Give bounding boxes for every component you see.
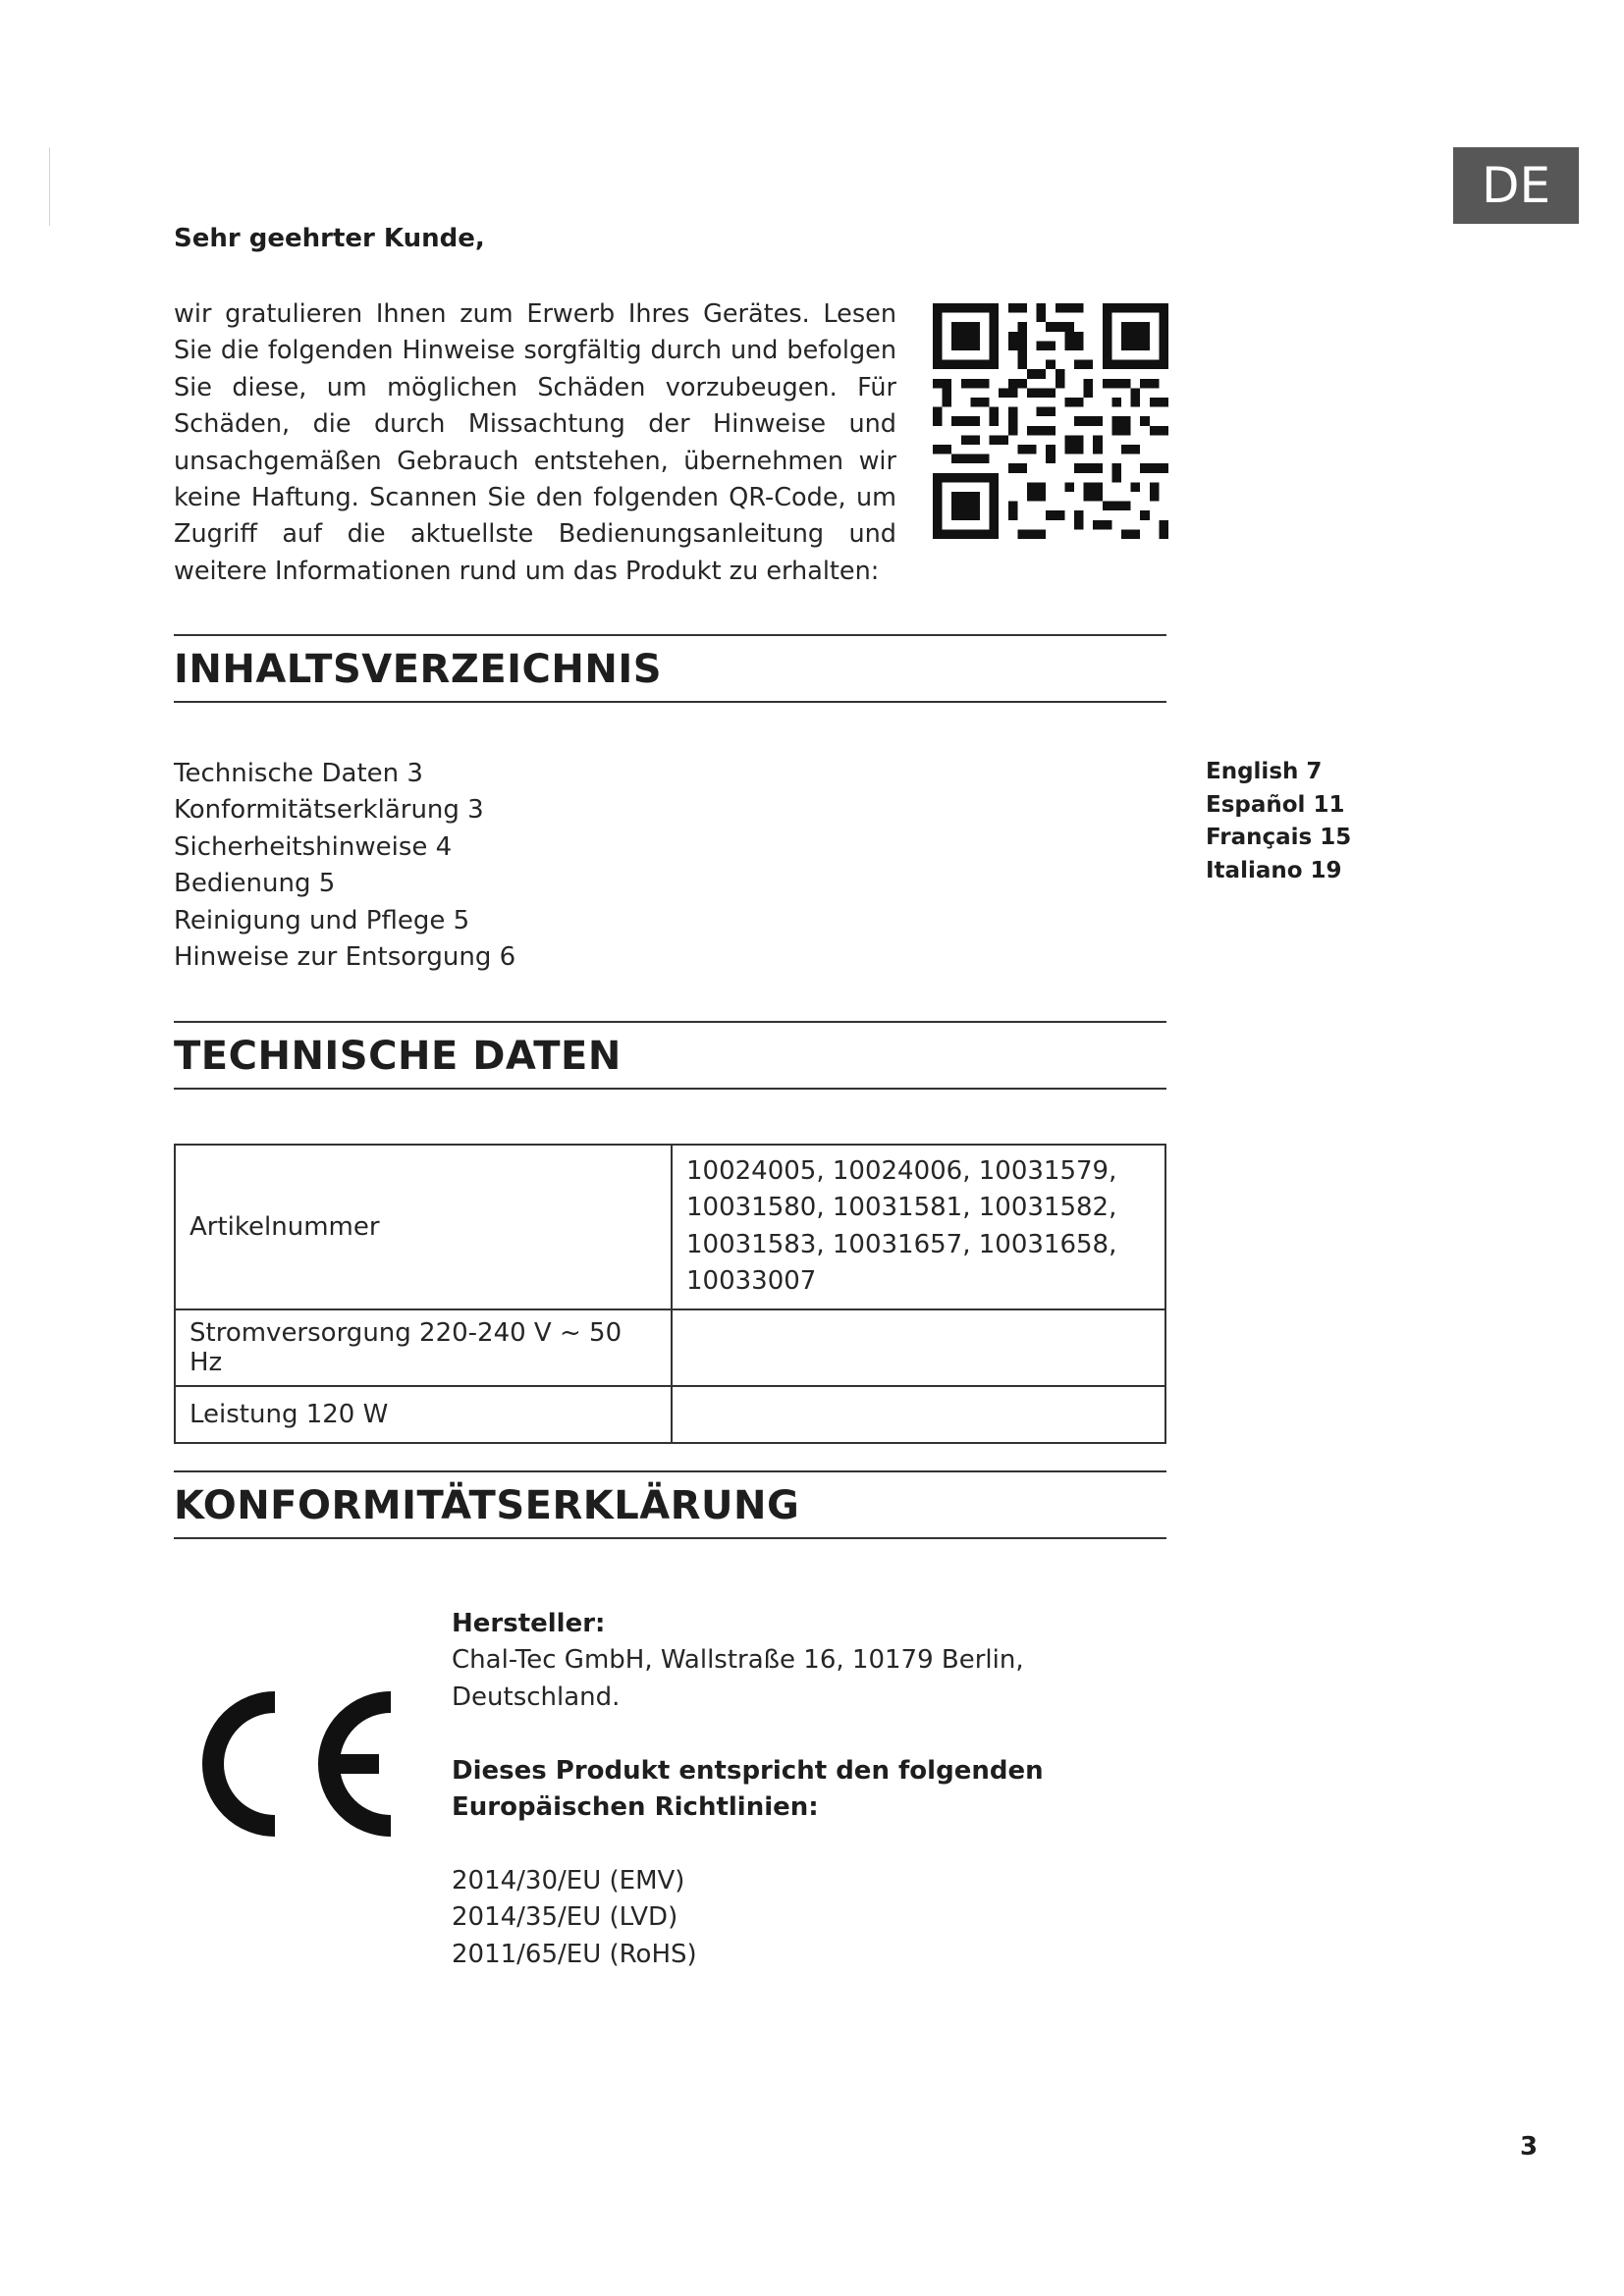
directive-item: 2011/65/EU (RoHS) — [452, 1939, 697, 1969]
spec-value — [672, 1309, 1165, 1386]
ce-mark-icon — [189, 1681, 414, 1847]
spec-value — [672, 1386, 1165, 1443]
toc-title: INHALTSVERZEICHNIS — [174, 647, 663, 692]
technical-data-header — [174, 1021, 1166, 1090]
directive-item: 2014/30/EU (EMV) — [452, 1865, 685, 1896]
manufacturer-label: Hersteller: — [452, 1609, 606, 1638]
language-index-item[interactable]: Français 15 — [1206, 825, 1352, 850]
language-tab: DE — [1453, 147, 1579, 224]
technical-data-title: TECHNISCHE DATEN — [174, 1034, 622, 1079]
language-index-item[interactable]: Español 11 — [1206, 791, 1345, 818]
manufacturer-address: Chal-Tec GmbH, Wallstraße 16, 10179 Berlin, Deutschland. — [452, 1645, 1024, 1712]
toc-list — [174, 756, 515, 976]
directives-intro: Dieses Produkt entspricht den folgenden Europäischen Richtlinien: — [452, 1755, 1044, 1823]
toc-item[interactable]: Sicherheitshinweise 4 — [174, 831, 453, 862]
language-index-item[interactable]: Italiano 19 — [1206, 857, 1342, 883]
toc-item[interactable]: Hinweise zur Entsorgung 6 — [174, 942, 516, 973]
margin-line — [49, 147, 50, 226]
table-row — [175, 1309, 1165, 1386]
toc-item[interactable]: Technische Daten 3 — [174, 759, 423, 788]
spec-value: 10024005, 10024006, 10031579, 10031580, 10031581, 10031582, 10031583, 10031657, 10031658, 10033007 — [672, 1145, 1165, 1309]
page-number: 3 — [1520, 2132, 1539, 2162]
language-index-item[interactable]: English 7 — [1206, 759, 1323, 784]
conformity-title: KONFORMITÄTSERKLÄRUNG — [174, 1483, 800, 1528]
spec-label: Artikelnummer — [175, 1145, 672, 1309]
spec-label: Leistung 120 W — [175, 1386, 672, 1443]
toc-item[interactable]: Reinigung und Pflege 5 — [174, 905, 470, 935]
spec-label: Stromversorgung 220-240 V ~ 50 Hz — [175, 1309, 672, 1386]
conformity-declaration — [452, 1606, 1168, 1973]
table-row — [175, 1386, 1165, 1443]
greeting: Sehr geehrter Kunde, — [174, 224, 485, 253]
toc-item[interactable]: Konformitätserklärung 3 — [174, 795, 484, 826]
conformity-header — [174, 1470, 1166, 1539]
qr-code-icon — [933, 300, 1168, 542]
directive-item: 2014/35/EU (LVD) — [452, 1902, 678, 1933]
intro-paragraph: wir gratulieren Ihnen zum Erwerb Ihres Gerätes. Lesen Sie die folgenden Hinweise sorgfältig durch und befolgen Sie diese, um möglichen Schäden vorzubeugen. Für Schäden, die durch Missachtung der Hinweise und unsachgemäßen Gebrauch entstehen, übernehmen wir keine Haftung. Scannen Sie den folgenden QR-Code, um Zugriff auf die aktuellste Bedienungsanleitung und weitere Informationen rund um das Produkt zu erhalten: — [174, 299, 896, 586]
toc-section-header — [174, 634, 1166, 703]
language-index — [1206, 756, 1351, 887]
table-row — [175, 1145, 1165, 1309]
technical-data-table — [174, 1144, 1166, 1444]
toc-item[interactable]: Bedienung 5 — [174, 869, 336, 899]
